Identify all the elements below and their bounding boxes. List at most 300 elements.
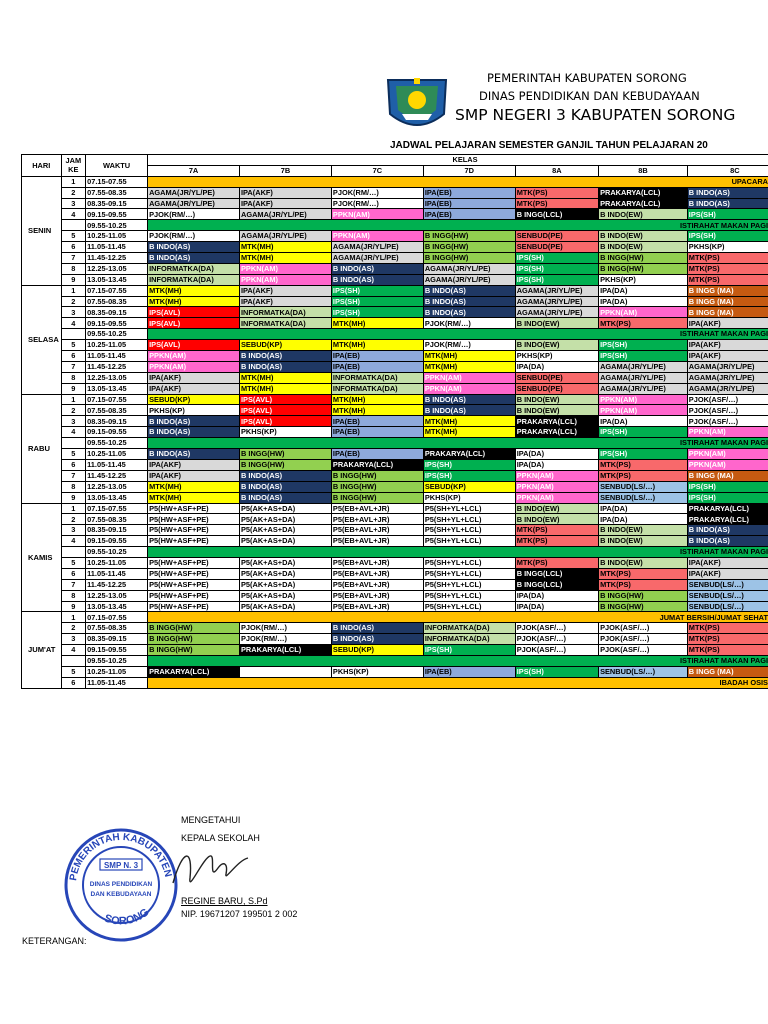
subject-cell: AGAMA(JR/YL/PE) [331,242,423,253]
subject-cell: P5(SH+YL+LCL) [423,568,515,579]
subject-cell: SENBUD(PE) [515,231,598,242]
table-row [22,568,768,579]
subject-cell: IPA(DA) [515,449,598,460]
footer-kepala-sekolah: KEPALA SEKOLAH [181,833,260,843]
subject-cell: PRAKARYA(LCL) [423,449,515,460]
subject-cell: B INDO(EW) [515,340,598,351]
subject-cell: B INGG (MA) [687,285,768,296]
table-row [22,361,768,372]
subject-cell: MTK(MH) [331,394,423,405]
waktu-cell: 12.25-13.05 [86,372,148,383]
subject-cell: IPS(SH) [687,492,768,503]
subject-cell: AGAMA(JR/YL/PE) [423,263,515,274]
table-row [22,601,768,612]
header-kelas: KELAS [148,155,768,166]
subject-cell: PPKN(AM) [599,405,688,416]
subject-cell: IPA(EB) [423,209,515,220]
break-band: ISTIRAHAT MAKAN PAGI [148,329,768,340]
footer-principal-name: REGINE BARU, S.Pd [181,896,268,906]
waktu-cell: 07.55-08.35 [86,623,148,634]
jam-ke-cell: 2 [61,623,86,634]
subject-cell: IPS(SH) [515,253,598,264]
subject-cell: P5(AK+AS+DA) [240,601,332,612]
subject-cell: PRAKARYA(LCL) [240,645,332,656]
subject-cell: PKHS(KP) [331,666,423,677]
waktu-cell: 10.25-11.05 [86,557,148,568]
subject-cell: B INGG (MA) [687,296,768,307]
waktu-cell: 10.25-11.05 [86,231,148,242]
table-row [22,612,768,623]
subject-cell: P5(EB+AVL+JR) [331,557,423,568]
table-row [22,242,768,253]
subject-cell: IPA(EB) [423,187,515,198]
subject-cell: IPA(EB) [423,198,515,209]
subject-cell: IPS(SH) [331,307,423,318]
subject-cell: AGAMA(JR/YL/PE) [148,187,240,198]
waktu-cell: 08.35-09.15 [86,307,148,318]
subject-cell: PJOK(ASF/…) [599,634,688,645]
subject-cell: PKHS(KP) [423,492,515,503]
jam-ke-cell: 5 [61,340,86,351]
subject-cell: P5(EB+AVL+JR) [331,590,423,601]
waktu-cell: 07.15-07.55 [86,394,148,405]
jam-ke-cell: 3 [61,416,86,427]
regency-logo-icon [384,74,450,134]
subject-cell: IPA(DA) [515,459,598,470]
subject-cell: B INGG(HW) [599,263,688,274]
subject-cell: AGAMA(JR/YL/PE) [687,361,768,372]
subject-cell: MTK(MH) [240,372,332,383]
subject-cell: IPA(EB) [331,427,423,438]
jam-ke-cell: 9 [61,492,86,503]
waktu-cell: 11.05-11.45 [86,459,148,470]
subject-cell: B INDO(AS) [148,449,240,460]
subject-cell: AGAMA(JR/YL/PE) [599,361,688,372]
waktu-cell: 10.25-11.05 [86,666,148,677]
waktu-cell: 11.45-12.25 [86,361,148,372]
subject-cell: PJOK(ASF/…) [515,645,598,656]
subject-cell: PPKN(AM) [687,459,768,470]
jam-ke-cell: 1 [61,503,86,514]
subject-cell: P5(AK+AS+DA) [240,557,332,568]
jam-ke-cell: 1 [61,285,86,296]
subject-cell: MTK(MH) [148,285,240,296]
subject-cell: P5(EB+AVL+JR) [331,525,423,536]
subject-cell: IPA(AKF) [240,187,332,198]
subject-cell: B INDO(EW) [515,394,598,405]
subject-cell: B INDO(AS) [423,307,515,318]
subject-cell: MTK(MH) [148,481,240,492]
subject-cell: IPS(AVL) [148,340,240,351]
table-row [22,285,768,296]
table-row [22,590,768,601]
jam-ke-cell: 9 [61,274,86,285]
subject-cell: P5(SH+YL+LCL) [423,579,515,590]
jam-ke-cell: 4 [61,645,86,656]
subject-cell: IPA(DA) [515,361,598,372]
subject-cell: MTK(PS) [599,579,688,590]
table-row [22,438,768,449]
jam-ke-cell [61,547,86,558]
subject-cell: PJOK(RM/…) [331,187,423,198]
subject-cell: AGAMA(JR/YL/PE) [331,253,423,264]
subject-cell: PPKN(AM) [423,372,515,383]
jam-ke-cell: 6 [61,677,86,688]
subject-cell: P5(AK+AS+DA) [240,503,332,514]
subject-cell: IPS(SH) [599,427,688,438]
jam-ke-cell: 8 [61,263,86,274]
waktu-cell: 09.55-10.25 [86,547,148,558]
subject-cell: SEBUD(KP) [148,394,240,405]
jam-ke-cell: 4 [61,318,86,329]
subject-cell: IPS(AVL) [240,416,332,427]
table-row [22,220,768,231]
jam-ke-cell: 2 [61,296,86,307]
subject-cell: IPA(DA) [599,514,688,525]
subject-cell: B INGG (MA) [687,470,768,481]
svg-text:DINAS PENDIDIKAN: DINAS PENDIDIKAN [89,881,153,888]
break-band: IBADAH OSIS [148,677,768,688]
subject-cell: AGAMA(JR/YL/PE) [599,372,688,383]
footer-nip: NIP. 19671207 199501 2 002 [181,909,298,919]
waktu-cell: 09.55-10.25 [86,655,148,666]
waktu-cell: 11.45-12.25 [86,579,148,590]
day-label: JUM'AT [22,612,62,688]
subject-cell: B INGG(HW) [423,231,515,242]
table-row [22,176,768,187]
subject-cell: PKHS(KP) [687,242,768,253]
waktu-cell: 09.15-09.55 [86,645,148,656]
subject-cell: PRAKARYA(LCL) [148,666,240,677]
subject-cell: P5(HW+ASF+PE) [148,568,240,579]
subject-cell: B INDO(AS) [687,525,768,536]
subject-cell: IPS(AVL) [240,405,332,416]
subject-cell: P5(EB+AVL+JR) [331,601,423,612]
waktu-cell: 11.45-12.25 [86,470,148,481]
table-row [22,666,768,677]
subject-cell: B INDO(EW) [599,557,688,568]
table-row [22,623,768,634]
subject-cell: IPA(AKF) [687,340,768,351]
subject-cell: B INGG(HW) [423,253,515,264]
subject-cell: IPS(SH) [687,481,768,492]
waktu-cell: 13.05-13.45 [86,492,148,503]
table-row [22,503,768,514]
subject-cell: MTK(MH) [423,427,515,438]
subject-cell: PJOK(ASF/…) [515,623,598,634]
header-government: PEMERINTAH KABUPATEN SORONG [487,71,687,85]
subject-cell: SENBUD(LS/…) [687,579,768,590]
jam-ke-cell: 5 [61,231,86,242]
subject-cell: PJOK(ASF/…) [687,405,768,416]
waktu-cell: 08.35-09.15 [86,198,148,209]
jam-ke-cell: 8 [61,372,86,383]
header-hari: HARI [22,155,62,177]
table-row [22,492,768,503]
subject-cell: B INGG(HW) [599,601,688,612]
subject-cell: IPA(DA) [599,503,688,514]
waktu-cell: 09.15-09.55 [86,427,148,438]
subject-cell: P5(AK+AS+DA) [240,590,332,601]
subject-cell: PRAKARYA(LCL) [687,503,768,514]
subject-cell: PJOK(RM/…) [331,198,423,209]
subject-cell: IPA(AKF) [240,198,332,209]
subject-cell: PJOK(ASF/…) [599,623,688,634]
subject-cell: IPS(SH) [599,351,688,362]
subject-cell: P5(HW+ASF+PE) [148,601,240,612]
subject-cell: IPS(SH) [423,459,515,470]
subject-cell: B INDO(EW) [599,242,688,253]
subject-cell: AGAMA(JR/YL/PE) [599,383,688,394]
subject-cell: B INDO(AS) [331,623,423,634]
subject-cell: P5(HW+ASF+PE) [148,590,240,601]
jam-ke-cell: 5 [61,666,86,677]
subject-cell: IPA(DA) [599,416,688,427]
waktu-cell: 13.05-13.45 [86,383,148,394]
subject-cell: B INDO(AS) [240,351,332,362]
subject-cell: IPA(DA) [515,601,598,612]
subject-cell: B INDO(AS) [240,481,332,492]
subject-cell: B INDO(AS) [423,405,515,416]
subject-cell: B INDO(EW) [515,405,598,416]
subject-cell: IPA(AKF) [240,296,332,307]
table-row [22,231,768,242]
subject-cell: B INDO(AS) [331,274,423,285]
waktu-cell: 09.55-10.25 [86,329,148,340]
table-row [22,557,768,568]
subject-cell: SEBUD(KP) [331,645,423,656]
subject-cell: P5(AK+AS+DA) [240,568,332,579]
subject-cell: P5(SH+YL+LCL) [423,590,515,601]
subject-cell: P5(EB+AVL+JR) [331,568,423,579]
waktu-cell: 11.45-12.25 [86,253,148,264]
waktu-cell: 09.15-09.55 [86,536,148,547]
subject-cell: MTK(MH) [148,492,240,503]
waktu-cell: 12.25-13.05 [86,263,148,274]
subject-cell: B INGG(HW) [148,634,240,645]
subject-cell: PKHS(KP) [240,427,332,438]
table-row [22,209,768,220]
jam-ke-cell: 9 [61,383,86,394]
subject-cell: IPA(AKF) [240,285,332,296]
subject-cell: MTK(PS) [515,536,598,547]
subject-cell: B INGG(HW) [148,645,240,656]
jam-ke-cell [61,438,86,449]
subject-cell: IPS(SH) [599,449,688,460]
svg-text:DAN KEBUDAYAAN: DAN KEBUDAYAAN [90,891,152,898]
subject-cell: B INDO(AS) [423,285,515,296]
subject-cell: B INGG(HW) [599,253,688,264]
subject-cell: SENBUD(LS/…) [599,481,688,492]
subject-cell: B INDO(EW) [515,514,598,525]
subject-cell: IPS(SH) [331,285,423,296]
subject-cell: B INDO(AS) [148,253,240,264]
subject-cell: SENBUD(LS/…) [599,492,688,503]
header-waktu: WAKTU [86,155,148,177]
subject-cell: B INDO(AS) [423,394,515,405]
subject-cell: P5(AK+AS+DA) [240,525,332,536]
subject-cell: B INGG (MA) [687,666,768,677]
subject-cell: AGAMA(JR/YL/PE) [423,274,515,285]
jam-ke-cell: 6 [61,568,86,579]
header-department: DINAS PENDIDIKAN DAN KEBUDAYAAN [479,89,700,103]
class-header-8b: 8B [599,165,688,176]
subject-cell: AGAMA(JR/YL/PE) [240,231,332,242]
subject-cell: MTK(MH) [148,296,240,307]
subject-cell: B INDO(EW) [599,231,688,242]
jam-ke-cell: 2 [61,187,86,198]
waktu-cell: 09.15-09.55 [86,318,148,329]
waktu-cell: 09.55-10.25 [86,220,148,231]
subject-cell: PRAKARYA(LCL) [515,427,598,438]
table-row [22,340,768,351]
subject-cell: MTK(MH) [331,318,423,329]
jam-ke-cell: 6 [61,242,86,253]
break-band: JUMAT BERSIH/JUMAT SEHAT [148,612,768,623]
table-row [22,253,768,264]
table-row [22,645,768,656]
table-row [22,449,768,460]
subject-cell: IPA(DA) [599,285,688,296]
subject-cell: B INDO(AS) [331,263,423,274]
waktu-cell: 13.05-13.45 [86,274,148,285]
subject-cell: MTK(PS) [599,568,688,579]
subject-cell: PPKN(AM) [687,427,768,438]
subject-cell: PJOK(RM/…) [423,318,515,329]
waktu-cell: 11.05-11.45 [86,677,148,688]
subject-cell: P5(HW+ASF+PE) [148,503,240,514]
header-jam-ke: JAM KE [61,155,86,177]
table-row [22,634,768,645]
subject-cell: B INGG (MA) [687,307,768,318]
subject-cell: P5(SH+YL+LCL) [423,601,515,612]
subject-cell: MTK(MH) [423,351,515,362]
subject-cell: IPA(DA) [599,296,688,307]
subject-cell: B INDO(AS) [148,416,240,427]
subject-cell: B INDO(AS) [687,536,768,547]
jam-ke-cell: 6 [61,459,86,470]
subject-cell: PPKN(AM) [515,481,598,492]
subject-cell: MTK(MH) [240,383,332,394]
table-row [22,416,768,427]
subject-cell: MTK(PS) [515,557,598,568]
jam-ke-cell: 1 [61,176,86,187]
subject-cell: SENBUD(PE) [515,383,598,394]
jam-ke-cell: 7 [61,470,86,481]
table-row [22,481,768,492]
subject-cell: B INDO(EW) [599,209,688,220]
subject-cell: MTK(PS) [515,525,598,536]
waktu-cell: 12.25-13.05 [86,481,148,492]
subject-cell: AGAMA(JR/YL/PE) [687,372,768,383]
table-row [22,394,768,405]
subject-cell: B INDO(AS) [687,187,768,198]
subject-cell: MTK(MH) [423,416,515,427]
subject-cell: B INDO(EW) [599,525,688,536]
jam-ke-cell: 5 [61,557,86,568]
subject-cell: MTK(PS) [515,187,598,198]
waktu-cell: 11.05-11.45 [86,568,148,579]
subject-cell: P5(HW+ASF+PE) [148,579,240,590]
subject-cell: PPKN(AM) [423,383,515,394]
subject-cell: IPA(AKF) [148,383,240,394]
waktu-cell: 07.55-08.35 [86,187,148,198]
subject-cell: MTK(PS) [599,318,688,329]
subject-cell: B INDO(AS) [240,361,332,372]
table-row [22,307,768,318]
subject-cell: IPA(AKF) [687,568,768,579]
subject-cell: MTK(PS) [599,459,688,470]
break-band: ISTIRAHAT MAKAN PAGI [148,547,768,558]
subject-cell: INFORMATKA(DA) [240,307,332,318]
waktu-cell: 09.15-09.55 [86,209,148,220]
subject-cell [240,666,332,677]
table-row [22,187,768,198]
waktu-cell: 08.35-09.15 [86,416,148,427]
table-row [22,318,768,329]
subject-cell: PPKN(AM) [687,449,768,460]
table-row [22,198,768,209]
subject-cell: MTK(MH) [240,253,332,264]
subject-cell: AGAMA(JR/YL/PE) [240,209,332,220]
subject-cell: B INGG(LCL) [515,568,598,579]
schedule-title: JADWAL PELAJARAN SEMESTER GANJIL TAHUN PELAJARAN 20 [390,140,708,151]
subject-cell: IPS(SH) [599,340,688,351]
subject-cell: IPS(SH) [423,470,515,481]
day-label: RABU [22,394,62,503]
subject-cell: SENBUD(LS/…) [687,590,768,601]
subject-cell: AGAMA(JR/YL/PE) [515,307,598,318]
subject-cell: B INDO(AS) [687,198,768,209]
header-school: SMP NEGERI 3 KABUPATEN SORONG [455,106,736,124]
waktu-cell: 07.55-08.35 [86,405,148,416]
subject-cell: P5(AK+AS+DA) [240,536,332,547]
subject-cell: P5(HW+ASF+PE) [148,514,240,525]
table-row [22,579,768,590]
subject-cell: P5(HW+ASF+PE) [148,557,240,568]
subject-cell: PJOK(RM/…) [240,634,332,645]
jam-ke-cell [61,220,86,231]
table-row [22,372,768,383]
subject-cell: PJOK(RM/…) [148,209,240,220]
subject-cell: PPKN(AM) [148,351,240,362]
signature-icon [168,838,258,898]
subject-cell: MTK(PS) [687,634,768,645]
subject-cell: PPKN(AM) [515,470,598,481]
subject-cell: IPS(SH) [687,231,768,242]
jam-ke-cell: 3 [61,198,86,209]
jam-ke-cell: 3 [61,525,86,536]
svg-text:PEMERINTAH KABUPATEN: PEMERINTAH KABUPATEN [68,831,174,882]
subject-cell: B INDO(AS) [240,470,332,481]
table-row [22,525,768,536]
table-row [22,383,768,394]
subject-cell: INFORMATKA(DA) [331,372,423,383]
day-label: SENIN [22,176,62,285]
subject-cell: B INGG(HW) [240,449,332,460]
subject-cell: SENBUD(PE) [515,242,598,253]
subject-cell: P5(SH+YL+LCL) [423,557,515,568]
class-header-7c: 7C [331,165,423,176]
subject-cell: IPA(EB) [331,361,423,372]
subject-cell: P5(EB+AVL+JR) [331,579,423,590]
table-row [22,677,768,688]
day-label: SELASA [22,285,62,394]
subject-cell: INFORMATKA(DA) [331,383,423,394]
subject-cell: AGAMA(JR/YL/PE) [687,383,768,394]
jam-ke-cell: 7 [61,361,86,372]
subject-cell: P5(EB+AVL+JR) [331,514,423,525]
